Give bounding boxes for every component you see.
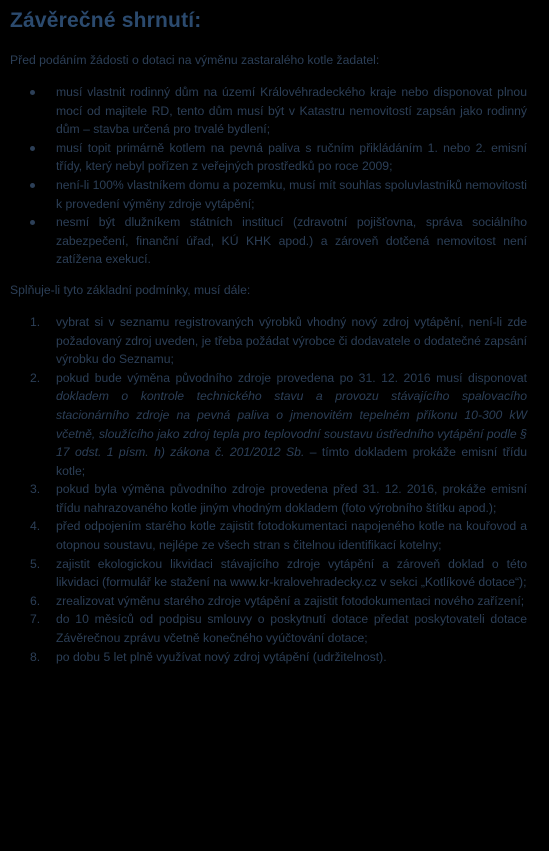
list-item-text: po dobu 5 let plně využívat nový zdroj vytápění (udržitelnost). <box>56 649 387 664</box>
list-item <box>10 592 527 611</box>
requirements-list <box>10 83 527 269</box>
list-item <box>10 369 527 481</box>
list-item-text: před odpojením starého kotle zajistit fotodokumentaci napojeného kotle na kouřovod a otopnou soustavu, nejlépe ze všech stran s čitelnou identifikací kotelny; <box>56 519 527 553</box>
list-item-text: pokud byla výměna původního zdroje provedena před 31. 12. 2016, prokáže emisní třídu nahrazovaného kotle jiným vhodným dokladem (foto výrobního štítku apod.); <box>56 482 527 515</box>
list-item <box>10 213 527 269</box>
bullet-icon <box>30 220 35 225</box>
list-item <box>10 517 527 554</box>
list-item-text-pre: pokud bude výměna původního zdroje provedena po 31. 12. 2016 musí disponovat <box>56 370 527 385</box>
steps-list <box>10 313 527 666</box>
list-item <box>10 83 527 139</box>
list-number: 5. <box>30 556 41 571</box>
list-number: 7. <box>30 612 41 627</box>
list-item-text: zajistit ekologickou likvidaci stávajícího zdroje vytápění a zároveň doklad o této likvidaci (formulář ke stažení na www.kr-kralovehradecky.cz v sekci „Kotlíkové dotace“); <box>56 556 527 590</box>
list-number: 8. <box>30 649 41 664</box>
bullet-icon <box>30 183 35 188</box>
list-item-text: vybrat si v seznamu registrovaných výrobků vhodný nový zdroj vytápění, není-li zde požadovaný zdroj uveden, je třeba požádat výrobce či dodavatele o dodatečné zapsání výrobku do Seznamu; <box>56 314 527 367</box>
list-number: 1. <box>30 314 41 329</box>
list-item <box>10 313 527 369</box>
list-item-text: nesmí být dlužníkem státních institucí (zdravotní pojišťovna, správa sociálního zabezpečení, finanční úřad, KÚ KHK apod.) a zároveň dotčená nemovitost není zatížena exekucí. <box>56 215 527 267</box>
list-item <box>10 648 527 667</box>
list-item <box>10 555 527 592</box>
list-item <box>10 139 527 176</box>
list-number: 3. <box>30 482 41 497</box>
bullet-icon <box>30 146 35 151</box>
list-item <box>10 480 527 517</box>
bullet-icon <box>30 90 35 95</box>
list-number: 6. <box>30 593 41 608</box>
list-item <box>10 610 527 647</box>
page-title: Závěrečné shrnutí: <box>10 9 202 32</box>
list-item-text: není-li 100% vlastníkem domu a pozemku, musí mít souhlas spoluvlastníků nemovitosti k provedení výměny zdroje vytápění; <box>56 177 527 211</box>
list-item-text: musí topit primárně kotlem na pevná paliva s ručním přikládáním 1. nebo 2. emisní třídy, který nebyl pořízen z veřejných prostředků po roce 2009; <box>56 140 527 174</box>
list-item-text-post: – tímto dokladem prokáže emisní třídu kotle; <box>56 445 528 478</box>
list-number: 4. <box>30 519 41 534</box>
condition-paragraph: Splňuje-li tyto základní podmínky, musí dále: <box>10 282 251 297</box>
list-item <box>10 176 527 213</box>
list-number: 2. <box>30 370 41 385</box>
intro-paragraph: Před podáním žádosti o dotaci na výměnu zastaralého kotle žadatel: <box>10 53 380 67</box>
list-item-text-italic: dokladem o kontrole technického stavu a provozu stávajícího spalovacího stacionárního zdroje na pevná paliva o jmenovitém tepelném příkonu 10-300 kW včetně, sloužícího jako zdroj tepla pro teplovodní soustavu ústředního vytápění podle § 17 odst. 1 písm. h) zákona č. 201/2012 Sb. <box>56 389 527 460</box>
list-item-text: zrealizovat výměnu starého zdroje vytápění a zajistit fotodokumentaci nového zařízení; <box>56 593 525 608</box>
list-item-text: musí vlastnit rodinný dům na území Královéhradeckého kraje nebo disponovat plnou mocí od majitele RD, tento dům musí být v Katastru nemovitostí zapsán jako rodinný dům – stavba určená pro trvalé bydlení; <box>56 85 527 137</box>
list-item-text: do 10 měsíců od podpisu smlouvy o poskytnutí dotace předat poskytovateli dotace Závěrečnou zprávu včetně konečného vyúčtování dotace; <box>56 612 527 646</box>
